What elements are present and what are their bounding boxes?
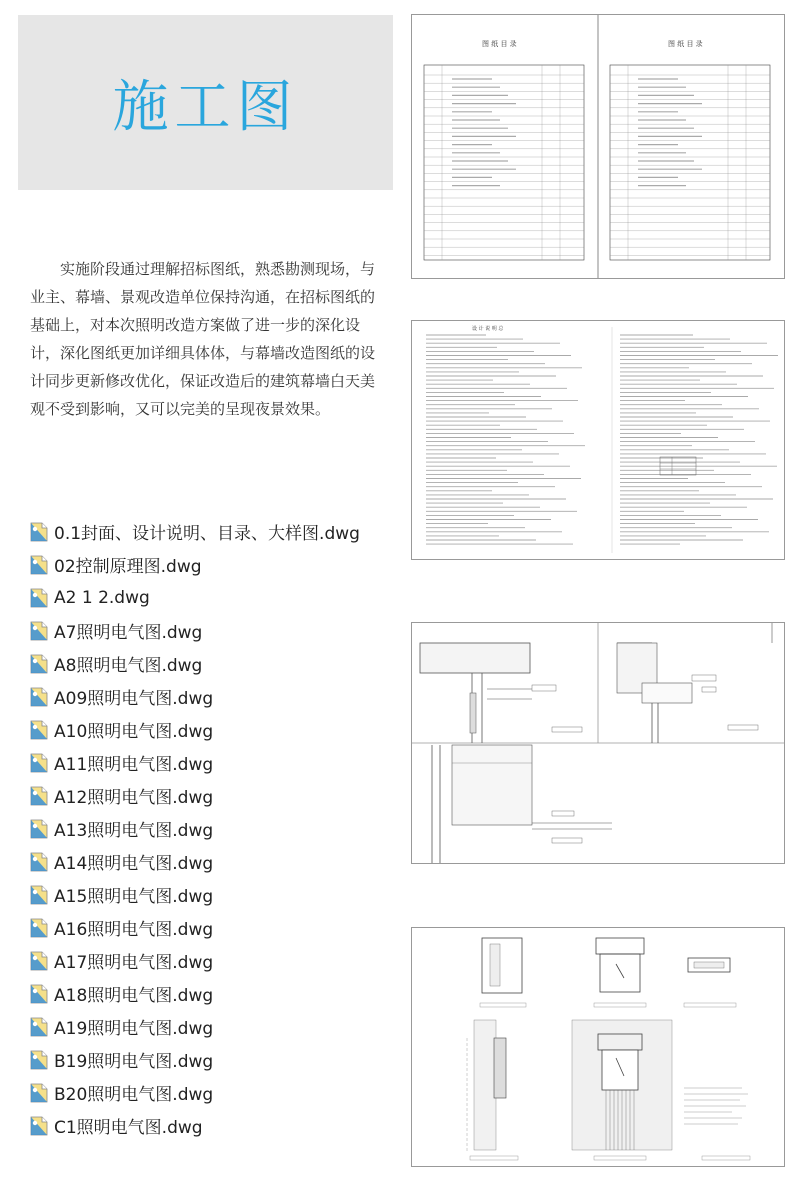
dwg-file-icon <box>28 1016 50 1038</box>
file-list <box>28 515 398 1142</box>
file-name: C1照明电气图.dwg <box>54 1118 203 1138</box>
file-name: A14照明电气图.dwg <box>54 854 214 874</box>
file-item[interactable] <box>28 944 398 977</box>
dwg-file-icon <box>28 521 50 543</box>
dwg-file-icon <box>28 554 50 576</box>
file-item[interactable] <box>28 647 398 680</box>
file-name: A11照明电气图.dwg <box>54 755 214 775</box>
file-name: A12照明电气图.dwg <box>54 788 214 808</box>
file-name: A7照明电气图.dwg <box>54 623 203 643</box>
notes-drawing <box>412 321 784 559</box>
file-item[interactable] <box>28 614 398 647</box>
file-name: B19照明电气图.dwg <box>54 1052 214 1072</box>
file-name: 02控制原理图.dwg <box>54 557 202 577</box>
drawing-notes-sheet[interactable] <box>411 320 785 560</box>
title-banner <box>18 15 393 190</box>
drawing-catalog-sheet[interactable] <box>411 14 785 279</box>
file-name: A2 1 2.dwg <box>54 587 150 608</box>
file-name: A09照明电气图.dwg <box>54 689 214 709</box>
catalog-right-title: 图 纸 目 录 <box>668 40 703 48</box>
file-item[interactable] <box>28 713 398 746</box>
dwg-file-icon <box>28 950 50 972</box>
file-name: A8照明电气图.dwg <box>54 656 203 676</box>
file-item[interactable] <box>28 1010 398 1043</box>
dwg-file-icon <box>28 719 50 741</box>
file-item[interactable] <box>28 977 398 1010</box>
file-name: A19照明电气图.dwg <box>54 1019 214 1039</box>
dwg-file-icon <box>28 1115 50 1137</box>
file-name: A10照明电气图.dwg <box>54 722 214 742</box>
dwg-file-icon <box>28 620 50 642</box>
drawing-detail-sheet[interactable] <box>411 622 785 864</box>
file-name: A18照明电气图.dwg <box>54 986 214 1006</box>
file-name: A13照明电气图.dwg <box>54 821 214 841</box>
file-item[interactable] <box>28 581 398 614</box>
file-item[interactable] <box>28 515 398 548</box>
dwg-file-icon <box>28 1082 50 1104</box>
dwg-file-icon <box>28 818 50 840</box>
dwg-file-icon <box>28 752 50 774</box>
file-item[interactable] <box>28 548 398 581</box>
drawing-equipment-sheet[interactable] <box>411 927 785 1167</box>
catalog-drawing <box>412 15 784 278</box>
dwg-file-icon <box>28 785 50 807</box>
catalog-left-title: 图 纸 目 录 <box>482 40 517 48</box>
dwg-file-icon <box>28 983 50 1005</box>
dwg-file-icon <box>28 686 50 708</box>
file-item[interactable] <box>28 878 398 911</box>
file-item[interactable] <box>28 911 398 944</box>
file-name: A15照明电气图.dwg <box>54 887 214 907</box>
file-name: 0.1封面、设计说明、目录、大样图.dwg <box>54 524 360 544</box>
dwg-file-icon <box>28 884 50 906</box>
dwg-file-icon <box>28 653 50 675</box>
file-item[interactable] <box>28 1076 398 1109</box>
file-name: A17照明电气图.dwg <box>54 953 214 973</box>
equipment-drawing <box>412 928 784 1166</box>
description-paragraph: 实施阶段通过理解招标图纸，熟悉勘测现场，与业主、幕墙、景观改造单位保持沟通，在招标图纸的基础上，对本次照明改造方案做了进一步的深化设计，深化图纸更加详细具体体，与幕墙改造图纸的设计同步更新修改优化，保证改造后的建筑幕墙白天美观不受到影响，又可以完美的呈现夜景效果。 <box>30 260 376 418</box>
file-item[interactable] <box>28 1043 398 1076</box>
notes-title: 设 计 说 明 总 <box>472 326 504 332</box>
dwg-file-icon <box>28 1049 50 1071</box>
detail-drawing <box>412 623 784 863</box>
file-name: A16照明电气图.dwg <box>54 920 214 940</box>
file-item[interactable] <box>28 1109 398 1142</box>
file-item[interactable] <box>28 746 398 779</box>
page-title: 施工图 <box>112 74 299 140</box>
dwg-file-icon <box>28 851 50 873</box>
file-name: B20照明电气图.dwg <box>54 1085 214 1105</box>
file-item[interactable] <box>28 812 398 845</box>
file-item[interactable] <box>28 845 398 878</box>
dwg-file-icon <box>28 917 50 939</box>
file-item[interactable] <box>28 680 398 713</box>
file-item[interactable] <box>28 779 398 812</box>
dwg-file-icon <box>28 587 50 609</box>
